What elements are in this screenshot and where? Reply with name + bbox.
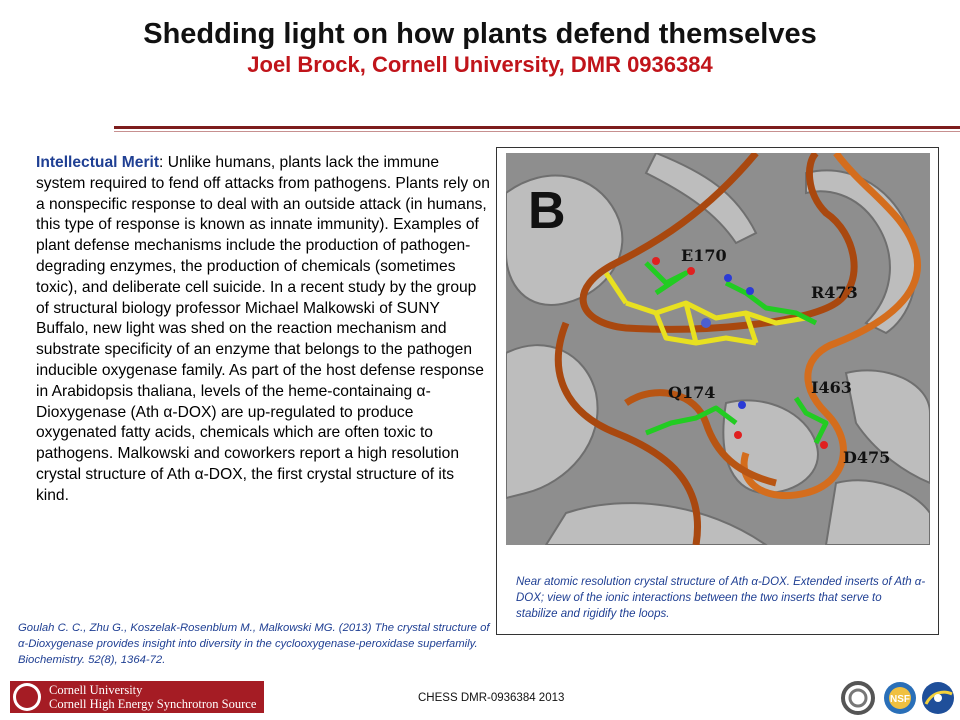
- merit-body-text: Unlike humans, plants lack the immune system required to fend off attacks from pathogens. Plants rely on a nonspecific response to deal with an outside attack (in humans, this type of response is known as innate immunity). Examples of plant defense mechanisms include the production of pathogen-degrading enzymes, the production of chemicals (sometimes toxic), and deliberate cell suicide. In a recent study by the group of structural biology professor Michael Malkowski of SUNY Buffalo, new light was shed on the reaction mechanism and substrate specificity of an enzyme that belongs to the pathogen inducible oxygenase family. As part of the host defense response in Arabidopsis thaliana, levels of the heme-containaing α-Dioxygenase (Ath α-DOX) are up-regulated to produce oxygenated fatty acids, chemicals which are often toxic to pathogens. Malkowski and coworkers report a high resolution crystal structure of Ath α-DOX, the first crystal structure of its kind.: [36, 154, 490, 504]
- header-divider-thin: [114, 131, 960, 132]
- intellectual-merit-label: Intellectual Merit: [36, 154, 160, 171]
- citation: Goulah C. C., Zhu G., Koszelak-Rosenblum M., Malkowski MG. (2013) The crystal structure of α-Dioxygenase provides insight into diversity in the cyclooxygenase-peroxidase superfamily. Biochemistry. 52(8), 1364-72.: [18, 622, 490, 666]
- header-divider: [114, 126, 960, 129]
- logo-line-chess: Cornell High Energy Synchrotron Source: [49, 697, 257, 711]
- logo-text: [49, 683, 256, 711]
- heme-iron: [701, 318, 711, 328]
- intellectual-merit-paragraph: [36, 153, 491, 507]
- cornell-seal-icon: [13, 683, 41, 711]
- slide-title: Shedding light on how plants defend themselves: [143, 18, 817, 50]
- sponsor-logos: [840, 680, 956, 716]
- residue-label-d475: D475: [843, 448, 891, 467]
- chess-logo-icon: [843, 683, 873, 713]
- panel-label: B: [528, 182, 566, 240]
- cornell-chess-logo: [10, 681, 264, 713]
- nsf-logo-icon: [884, 682, 916, 714]
- footer-credit: CHESS DMR-0936384 2013: [418, 692, 565, 704]
- residue-label-e170: E170: [681, 246, 727, 265]
- figure-caption: Near atomic resolution crystal structure of Ath α-DOX. Extended inserts of Ath α-DOX; view of the ionic interactions between the two inserts that serve to stabilize and rigidify the loops.: [516, 576, 926, 620]
- figure-panel: [496, 147, 939, 635]
- merit-colon: :: [159, 154, 164, 171]
- logo-line-cornell: Cornell University: [49, 683, 143, 697]
- residue-label-q174: Q174: [668, 383, 716, 402]
- residue-label-r473: R473: [811, 283, 858, 302]
- slide-subtitle: Joel Brock, Cornell University, DMR 0936384: [247, 52, 713, 77]
- nsf-label: NSF: [890, 694, 910, 705]
- doe-logo-icon: [922, 682, 954, 714]
- residue-label-i463: I463: [811, 378, 852, 397]
- protein-structure-image: [506, 153, 930, 545]
